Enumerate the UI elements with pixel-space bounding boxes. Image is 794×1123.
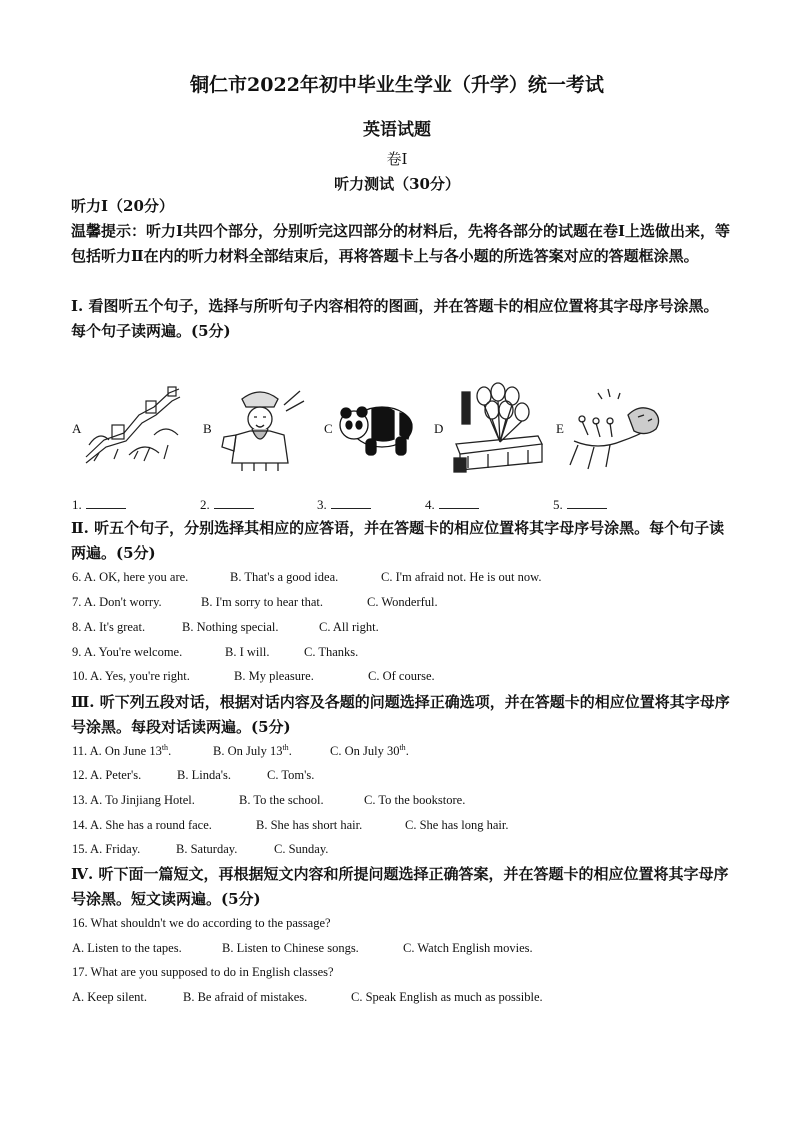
question-17-options: A. Keep silent. B. Be afraid of mistakes. C. Speak English as much as possible. bbox=[72, 990, 543, 1004]
answer-blank-3[interactable]: 3. bbox=[317, 496, 371, 513]
question-12: 12. A. Peter's. B. Linda's. C. Tom's. bbox=[72, 768, 315, 782]
part4-instruction: Ⅳ. 听下面一篇短文，再根据短文内容和所提问题选择正确答案，并在答题卡的相应位置将其字母序号涂黑。短文读两遍。(5分) bbox=[71, 865, 729, 908]
picture-letter-d: D bbox=[434, 421, 444, 436]
panda-icon bbox=[336, 395, 422, 459]
part1-instruction: Ⅰ. 看图听五个句子，选择与所听句子内容相符的图画，并在答题卡的相应位置将其字母序号涂黑。每个句子读两遍。(5分) bbox=[71, 297, 719, 340]
tiananmen-balloons-icon bbox=[448, 382, 546, 474]
question-15: 15. A. Friday. B. Saturday. C. Sunday. bbox=[72, 842, 329, 856]
answer-blank-5[interactable]: 5. bbox=[553, 496, 607, 513]
section-title: 听力测试（30分） bbox=[334, 175, 460, 193]
question-9: 9. A. You're welcome. B. I will. C. Thanks. bbox=[72, 645, 359, 659]
answer-blank-4[interactable]: 4. bbox=[425, 496, 479, 513]
question-13: 13. A. To Jinjiang Hotel. B. To the school. C. To the bookstore. bbox=[72, 793, 466, 807]
question-10: 10. A. Yes, you're right. B. My pleasure. C. Of course. bbox=[72, 669, 435, 683]
question-17: 17. What are you supposed to do in English classes? bbox=[72, 965, 334, 979]
peking-opera-icon bbox=[214, 385, 306, 473]
part3-instruction: Ⅲ. 听下列五段对话，根据对话内容及各题的问题选择正确选项，并在答题卡的相应位置将其字母序号涂黑。每段对话读两遍。(5分) bbox=[71, 693, 730, 736]
listening-heading: 听力Ⅰ（20分） bbox=[71, 197, 174, 215]
exam-title: 铜仁市2022年初中毕业生学业（升学）统一考试 bbox=[190, 74, 604, 96]
warm-tip: 温馨提示：听力Ⅰ共四个部分，分别听完这四部分的材料后，先将各部分的试题在卷Ⅰ上选做出来，等包括听力Ⅱ在内的听力材料全部结束后，再将答题卡上与各小题的所选答案对应的答题框涂黑。 bbox=[71, 222, 731, 265]
picture-letter-b: B bbox=[203, 421, 212, 436]
picture-letter-c: C bbox=[324, 421, 333, 436]
picture-letter-e: E bbox=[556, 421, 564, 436]
part2-instruction: Ⅱ. 听五个句子，分别选择其相应的应答语，并在答题卡的相应位置将其字母序号涂黑。每个句子读两遍。(5分) bbox=[71, 519, 725, 562]
answer-blank-1[interactable]: 1. bbox=[72, 496, 126, 513]
question-16-options: A. Listen to the tapes. B. Listen to Chinese songs. C. Watch English movies. bbox=[72, 941, 533, 955]
answer-blank-2[interactable]: 2. bbox=[200, 496, 254, 513]
great-wall-icon bbox=[84, 385, 182, 465]
dragon-boat-icon bbox=[568, 385, 666, 473]
subject-title: 英语试题 bbox=[363, 120, 431, 140]
question-16: 16. What shouldn't we do according to the passage? bbox=[72, 916, 331, 930]
paper-label: 卷Ⅰ bbox=[386, 150, 408, 168]
picture-letter-a: A bbox=[72, 421, 82, 436]
question-14: 14. A. She has a round face. B. She has short hair. C. She has long hair. bbox=[72, 818, 509, 832]
question-7: 7. A. Don't worry. B. I'm sorry to hear that. C. Wonderful. bbox=[72, 595, 438, 609]
question-6: 6. A. OK, here you are. B. That's a good idea. C. I'm afraid not. He is out now. bbox=[72, 570, 542, 584]
question-8: 8. A. It's great. B. Nothing special. C. All right. bbox=[72, 620, 379, 634]
question-11: 11. A. On June 13th. B. On July 13th. C. On July 30th. bbox=[72, 743, 409, 759]
